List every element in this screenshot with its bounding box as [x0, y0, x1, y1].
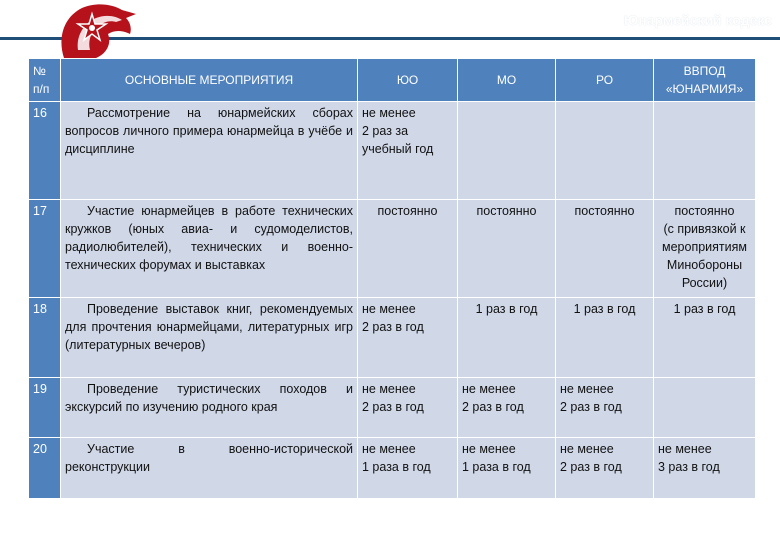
vvpod-value: 1 раз в год: [654, 298, 756, 378]
header-title: Юнармейский кодекс: [623, 12, 772, 28]
event-description: [61, 298, 358, 378]
event-description: [61, 378, 358, 438]
mo-value: 1 раз в год: [458, 298, 556, 378]
row-number: 16: [29, 102, 61, 200]
mo-value: [458, 102, 556, 200]
table-row: [29, 298, 756, 378]
table-row: [29, 200, 756, 298]
event-description: [61, 438, 358, 499]
col-header-mo: МО: [458, 59, 556, 102]
ro-value: не менее 2 раз в год: [556, 378, 654, 438]
col-header-vvpod: ВВПОД «ЮНАРМИЯ»: [654, 59, 756, 102]
event-text: Проведение выставок книг, рекомендуемых для прочтения юнармейцами, литературных игр (литературных вечеров): [65, 302, 353, 352]
yuo-value: не менее 2 раз в год: [358, 298, 458, 378]
row-number: 17: [29, 200, 61, 298]
ro-value: [556, 102, 654, 200]
ro-value: постоянно: [556, 200, 654, 298]
event-description: [61, 102, 358, 200]
col-header-num: № п/п: [29, 59, 61, 102]
yuo-value: не менее 2 раз за учебный год: [358, 102, 458, 200]
events-table-container: [28, 58, 755, 495]
table-row: [29, 102, 756, 200]
events-table: [28, 58, 756, 499]
table-header-row: [29, 59, 756, 102]
yuo-value: постоянно: [358, 200, 458, 298]
col-header-ro: РО: [556, 59, 654, 102]
event-text: Участие юнармейцев в работе технических кружков (юных авиа- и судомоделистов, радиолюбителей), технических и военно-технических форумах и выставках: [65, 204, 353, 272]
yuo-value: не менее 1 раза в год: [358, 438, 458, 499]
ro-value: не менее 2 раз в год: [556, 438, 654, 499]
mo-value: не менее 1 раза в год: [458, 438, 556, 499]
row-number: 20: [29, 438, 61, 499]
event-text: Участие в военно-исторической реконструкции: [65, 442, 353, 474]
col-header-event: ОСНОВНЫЕ МЕРОПРИЯТИЯ: [61, 59, 358, 102]
vvpod-value: [654, 102, 756, 200]
event-text: Рассмотрение на юнармейских сборах вопросов личного примера юнармейца в учёбе и дисциплине: [65, 106, 353, 156]
vvpod-value: постоянно (с привязкой к мероприятиям Минобороны России): [654, 200, 756, 298]
yuo-value: не менее 2 раз в год: [358, 378, 458, 438]
event-text: Проведение туристических походов и экскурсий по изучению родного края: [65, 382, 353, 414]
table-row: [29, 438, 756, 499]
vvpod-value: не менее 3 раз в год: [654, 438, 756, 499]
vvpod-value: [654, 378, 756, 438]
ro-value: 1 раз в год: [556, 298, 654, 378]
table-row: [29, 378, 756, 438]
mo-value: постоянно: [458, 200, 556, 298]
row-number: 18: [29, 298, 61, 378]
col-header-yuo: ЮО: [358, 59, 458, 102]
yunarmiya-emblem-icon: [56, 0, 142, 60]
mo-value: не менее 2 раз в год: [458, 378, 556, 438]
row-number: 19: [29, 378, 61, 438]
event-description: [61, 200, 358, 298]
